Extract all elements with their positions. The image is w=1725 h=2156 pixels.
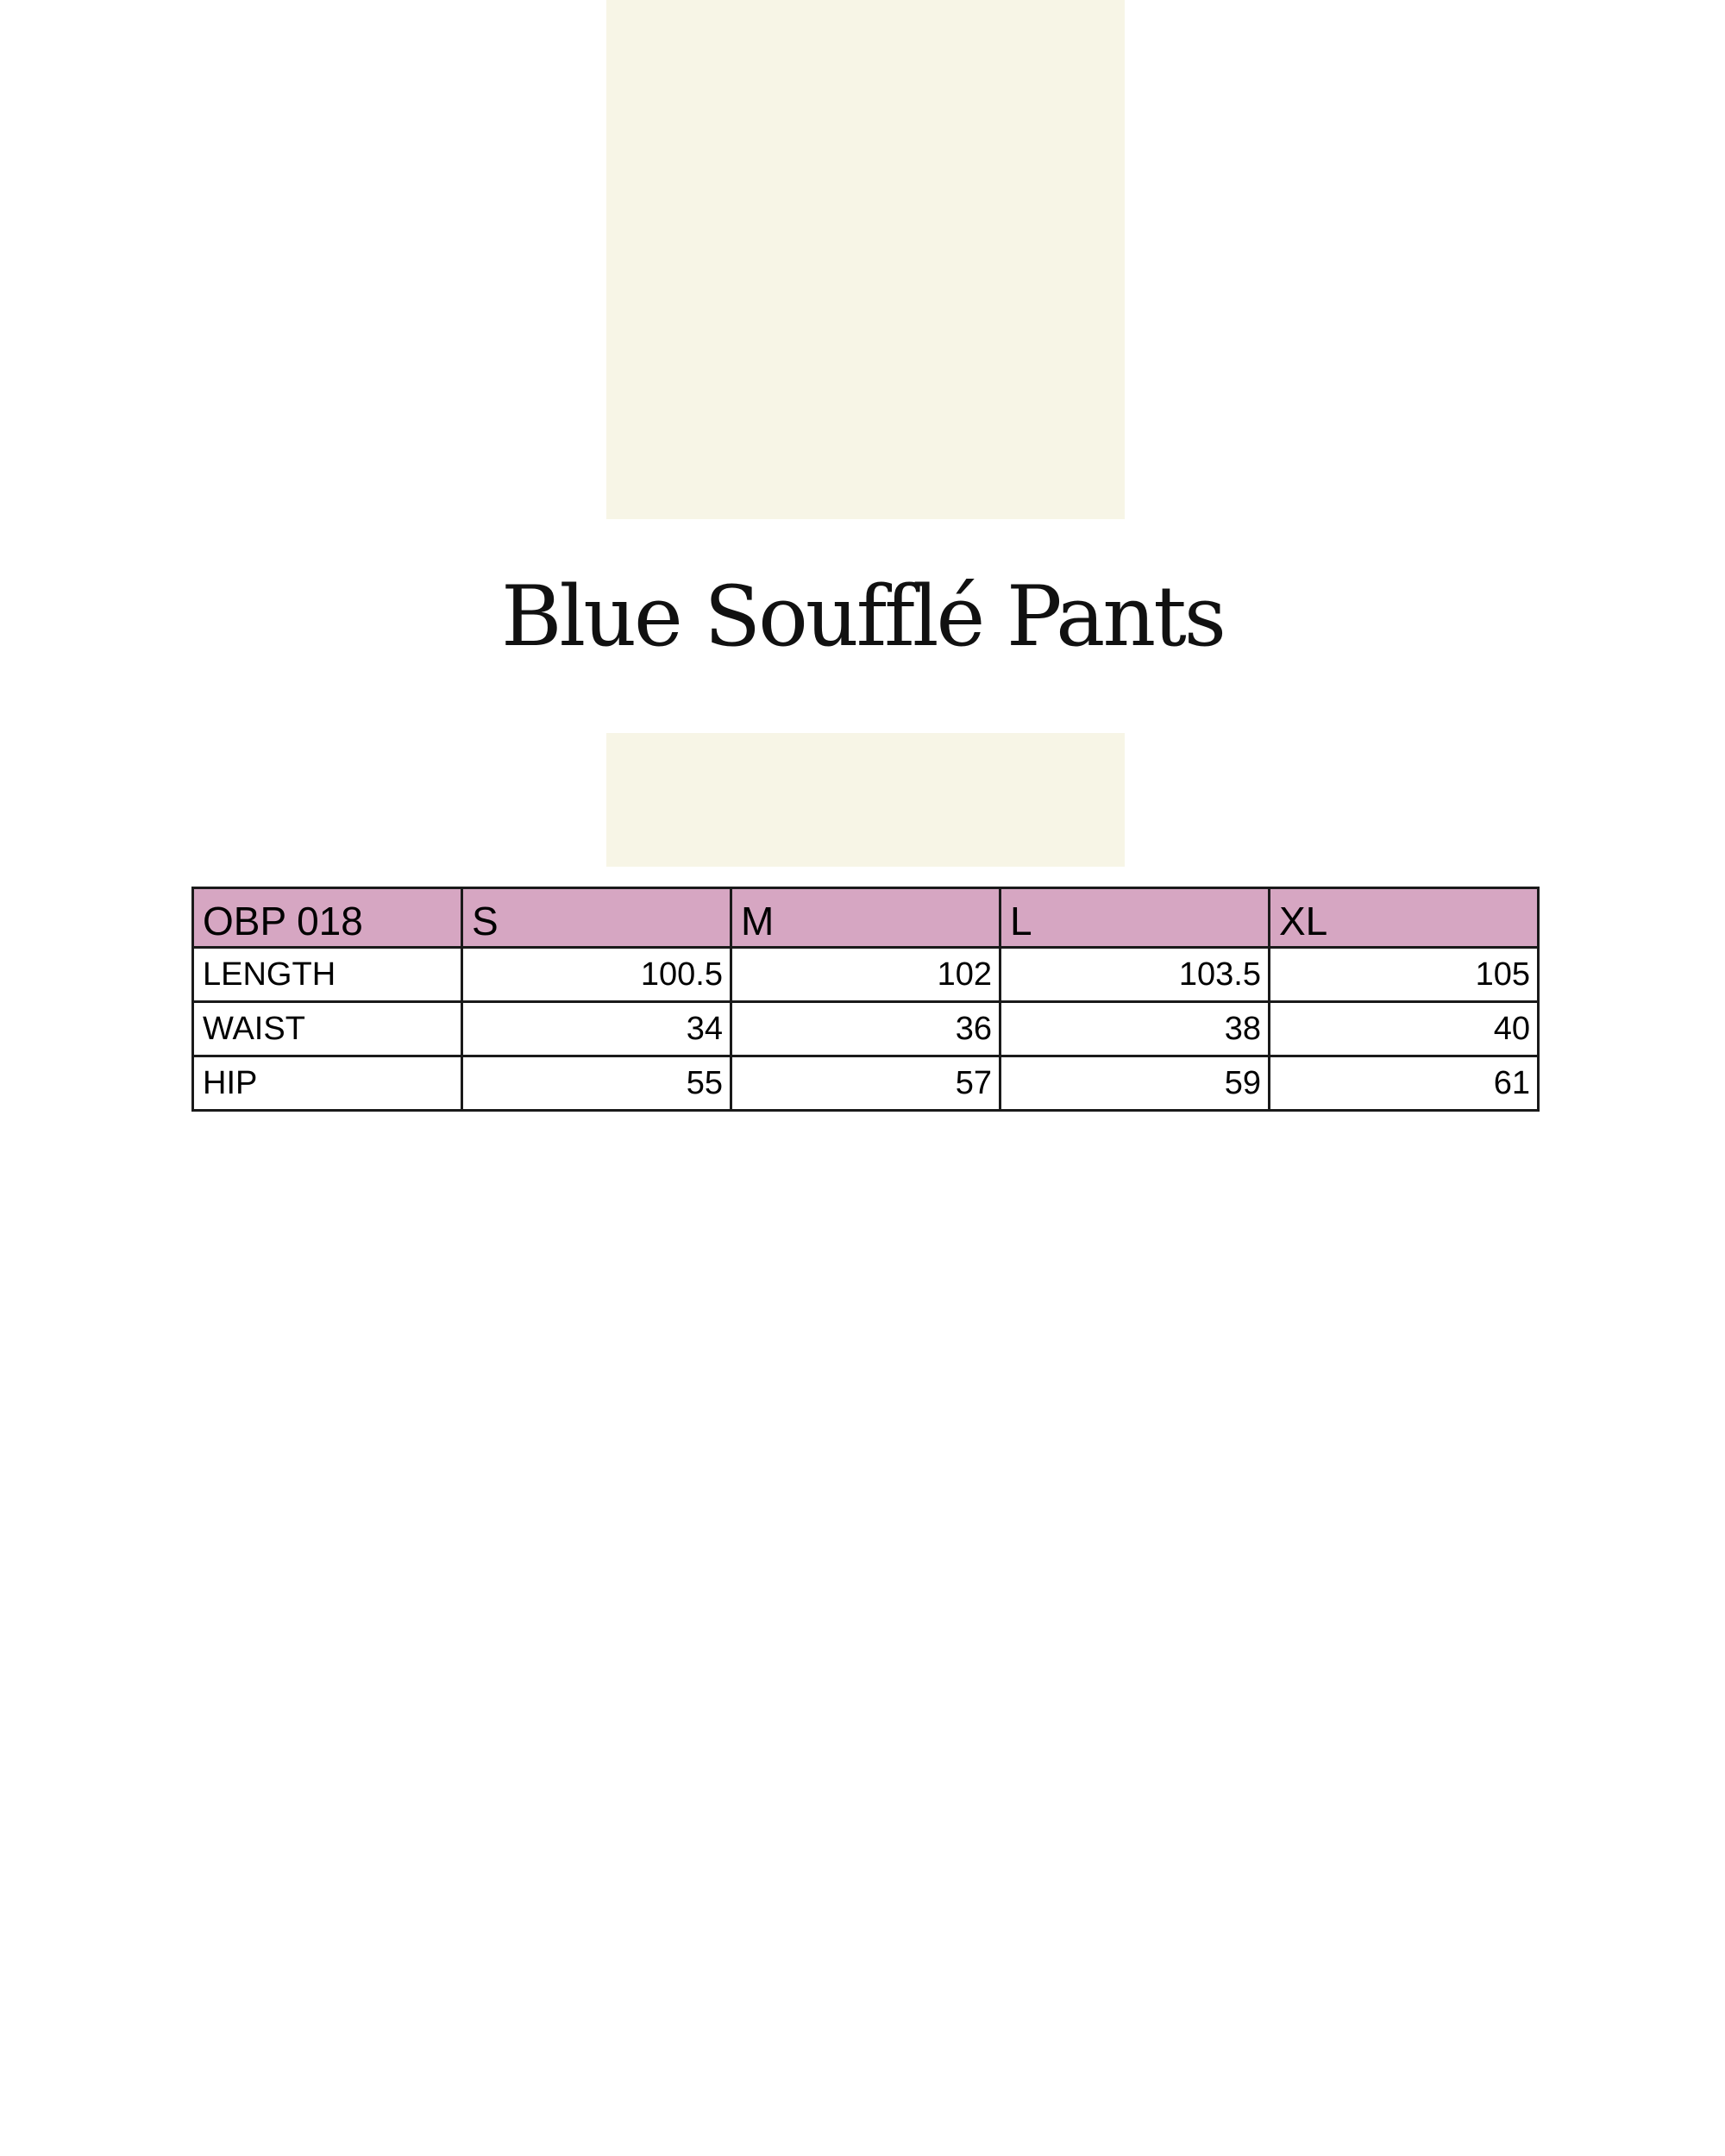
waist-value-s: 34 [462, 1002, 731, 1056]
size-header-s: S [462, 888, 731, 948]
table-row-length [193, 948, 1539, 1002]
hip-value-m: 57 [731, 1056, 1000, 1111]
style-code-header: OBP 018 [193, 888, 462, 948]
product-image-placeholder-bottom [606, 733, 1125, 867]
size-header-m: M [731, 888, 1000, 948]
size-chart-header-row [193, 888, 1539, 948]
product-title: Blue Soufflé Pants [500, 568, 1225, 665]
waist-value-m: 36 [731, 1002, 1000, 1056]
size-header-xl: XL [1270, 888, 1539, 948]
length-value-m: 102 [731, 948, 1000, 1002]
length-value-xl: 105 [1270, 948, 1539, 1002]
hip-value-l: 59 [1000, 1056, 1270, 1111]
hip-value-xl: 61 [1270, 1056, 1539, 1111]
product-image-placeholder-top [606, 0, 1125, 519]
hip-value-s: 55 [462, 1056, 731, 1111]
row-label-waist: WAIST [193, 1002, 462, 1056]
waist-value-l: 38 [1000, 1002, 1270, 1056]
size-header-l: L [1000, 888, 1270, 948]
length-value-l: 103.5 [1000, 948, 1270, 1002]
size-chart-table [191, 887, 1540, 1112]
row-label-length: LENGTH [193, 948, 462, 1002]
length-value-s: 100.5 [462, 948, 731, 1002]
waist-value-xl: 40 [1270, 1002, 1539, 1056]
table-row-hip [193, 1056, 1539, 1111]
table-row-waist [193, 1002, 1539, 1056]
row-label-hip: HIP [193, 1056, 462, 1111]
